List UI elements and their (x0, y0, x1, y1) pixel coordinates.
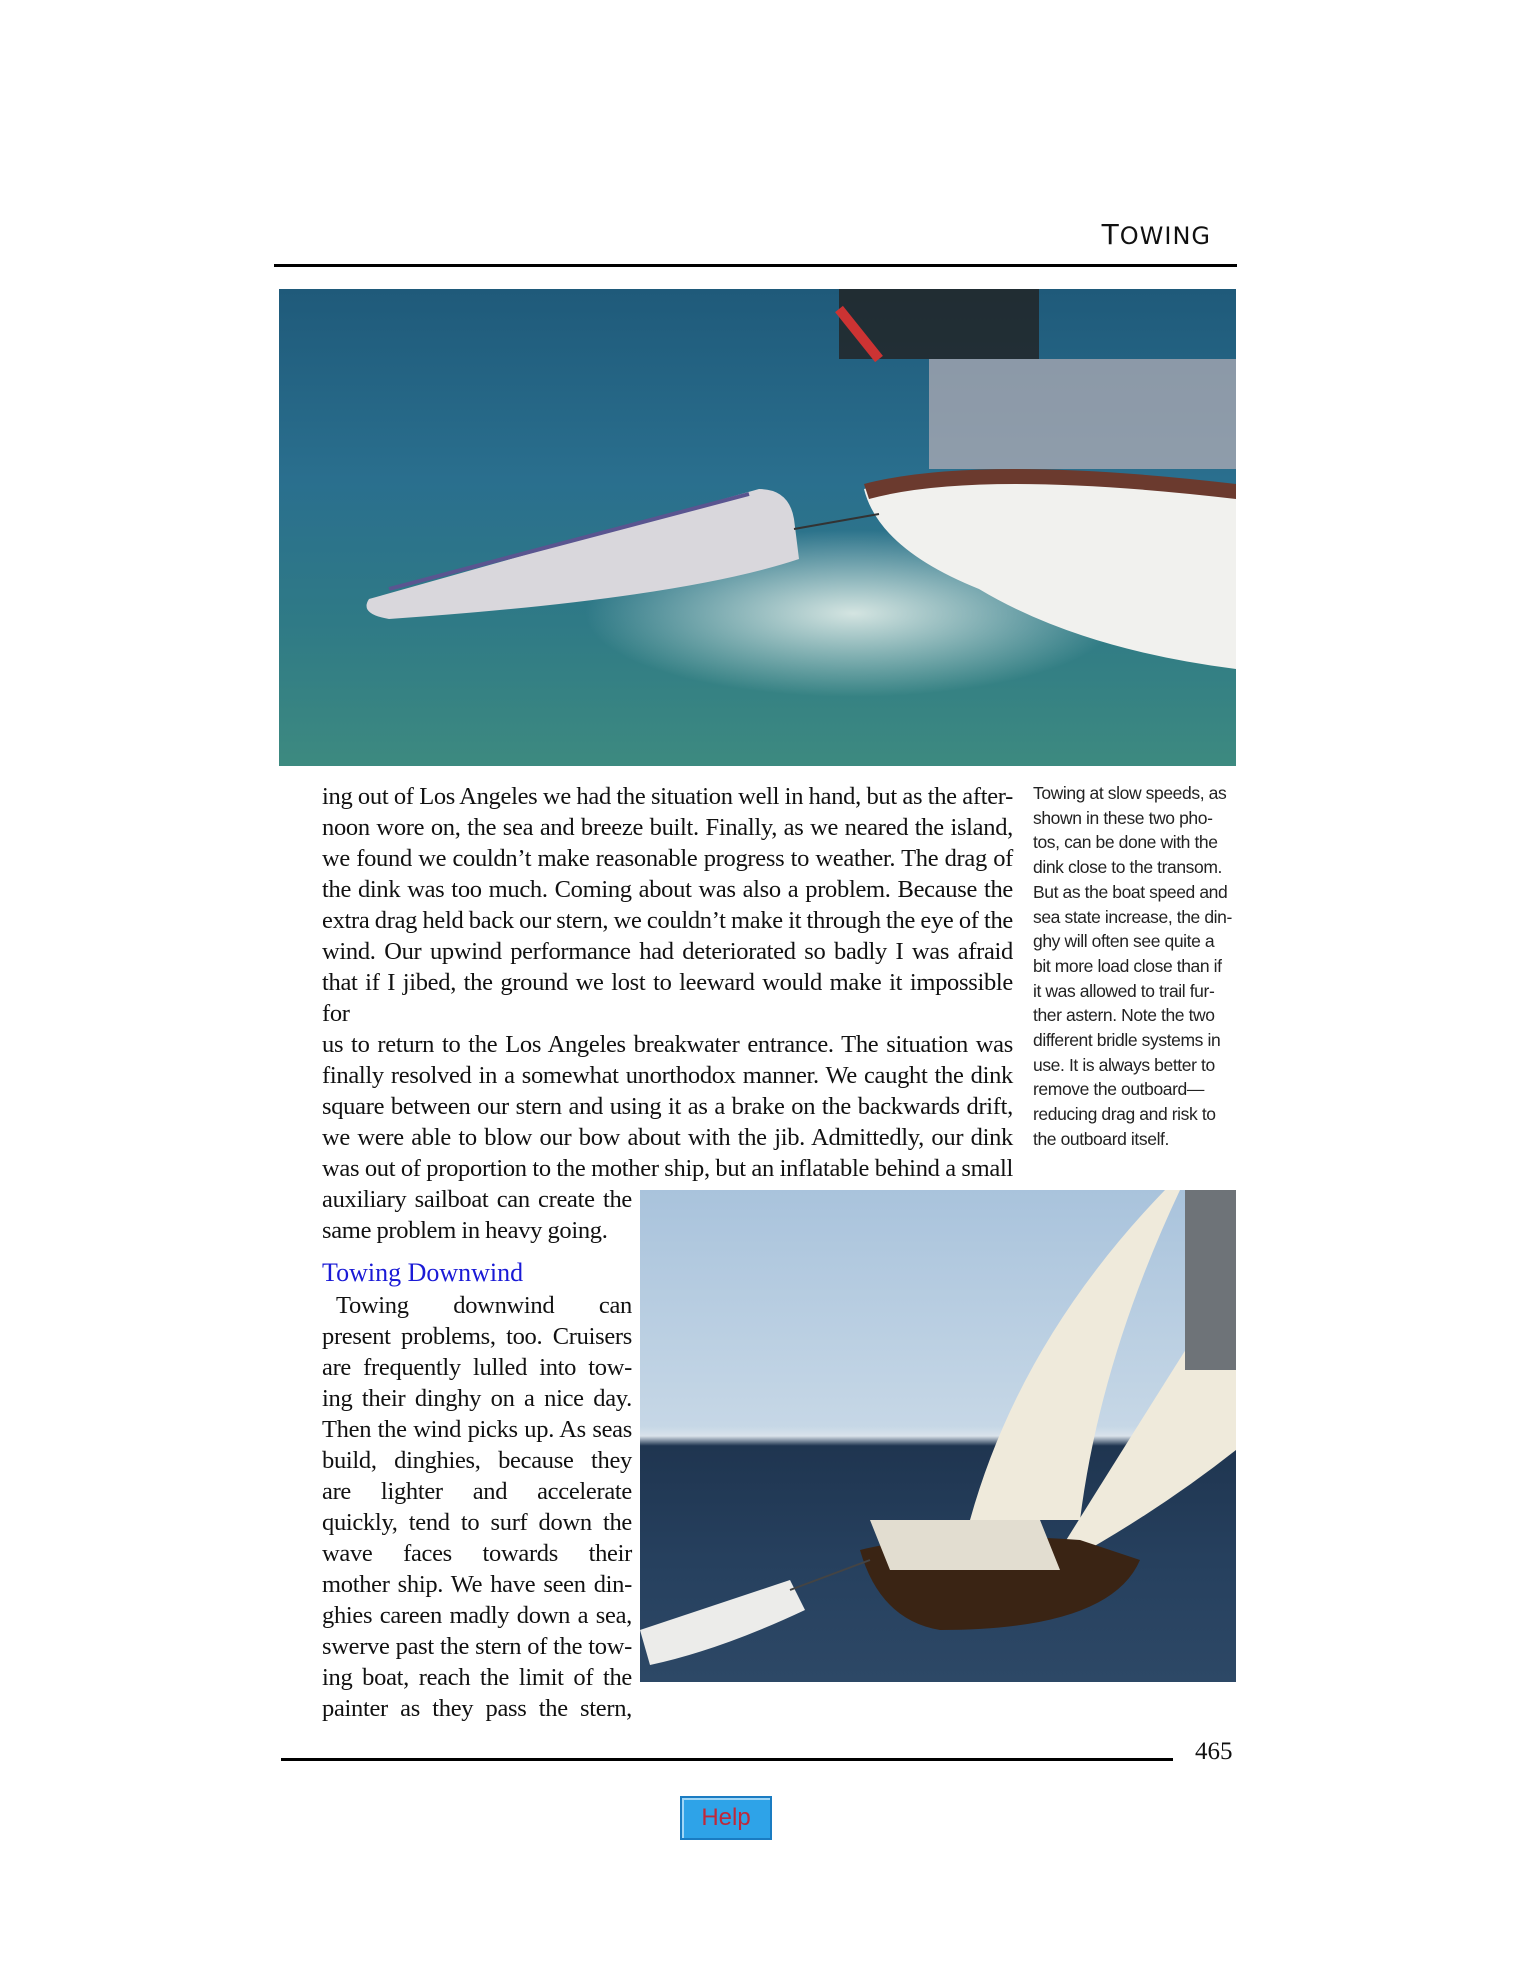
text-line: that if I jibed, the ground we lost to leeward would make it impossible for (322, 969, 1013, 1027)
text-line: are frequently lulled into tow- (322, 1354, 632, 1381)
text-line: us to return to the Los Angeles breakwater entrance. The situation was (322, 1031, 1013, 1058)
text-line: ing out of Los Angeles we had the situation well in hand, but as the after- (322, 783, 1013, 810)
running-header (1000, 218, 1211, 251)
text-line: sea state increase, the din- (1033, 906, 1232, 927)
text-line: are lighter and accelerate (322, 1478, 632, 1505)
text-line: ing boat, reach the limit of the (322, 1664, 632, 1691)
text-line: noon wore on, the sea and breeze built. Finally, as we neared the island, (322, 814, 1013, 841)
text-line: ghy will often see quite a (1033, 931, 1215, 952)
text-line: we found we couldn’t make reasonable progress to weather. The drag of (322, 845, 1013, 872)
text-line: was out of proportion to the mother ship, but an inflatable behind a small (322, 1155, 1013, 1182)
photo1-illustration (279, 289, 1236, 766)
top-row (322, 781, 1257, 1184)
text-line: we were able to blow our bow about with the jib. Admittedly, our dink (322, 1124, 1013, 1151)
text-line: bit more load close than if (1033, 955, 1222, 976)
header-initial: T (1101, 218, 1120, 251)
text-line: the outboard itself. (1033, 1128, 1169, 1149)
bottom-row (322, 1184, 1257, 1724)
page-number: 465 (1195, 1738, 1233, 1765)
photo-dinghy-towed-close (279, 289, 1236, 766)
text-line: wave faces towards their (322, 1540, 632, 1567)
text-line: Towing at slow speeds, as (1033, 783, 1227, 803)
text-line: square between our stern and using it as a brake on the backwards drift, (322, 1093, 1013, 1120)
text-line: tos, can be done with the (1033, 832, 1218, 853)
text-line: ther astern. Note the two (1033, 1005, 1215, 1026)
text-line: different bridle systems in (1033, 1030, 1221, 1051)
narrow-column (322, 1184, 632, 1724)
photo2-illustration (640, 1190, 1236, 1682)
text-line: ing their dinghy on a nice day. (322, 1385, 632, 1412)
text-line: mother ship. We have seen din- (322, 1571, 632, 1598)
text-line: finally resolved in a somewhat unorthodox manner. We caught the dink (322, 1062, 1013, 1089)
text-line: ghies careen madly down a sea, (322, 1602, 632, 1629)
text-line: auxiliary sailboat can create the (322, 1186, 632, 1213)
text-line: build, dinghies, because they (322, 1447, 632, 1474)
text-line: wind. Our upwind performance had deteriorated so badly I was afraid (322, 938, 1013, 965)
header-rest: OWING (1119, 222, 1211, 250)
text-line: painter as they pass the stern, (322, 1695, 632, 1722)
text-line: reducing drag and risk to (1033, 1104, 1216, 1125)
photo-sailboat-towing-dinghy (640, 1190, 1236, 1682)
text-line: dink close to the transom. (1033, 857, 1223, 878)
narrow-text-1 (322, 1184, 632, 1246)
text-line: Towing downwind can (336, 1292, 632, 1319)
help-button[interactable]: Help (680, 1796, 772, 1840)
main-text-column (322, 781, 1013, 1184)
page-footer (281, 1738, 1237, 1766)
text-line: shown in these two pho- (1033, 807, 1213, 828)
text-line: remove the outboard— (1033, 1079, 1204, 1100)
text-line: swerve past the stern of the tow- (322, 1633, 632, 1660)
text-line: Then the wind picks up. As seas (322, 1416, 632, 1443)
text-line: use. It is always better to (1033, 1054, 1215, 1075)
photo-caption (1033, 781, 1255, 1152)
text-line: But as the boat speed and (1033, 881, 1228, 902)
footer-rule (281, 1758, 1173, 1761)
section-heading: Towing Downwind (322, 1258, 524, 1287)
text-line: quickly, tend to surf down the (322, 1509, 632, 1536)
header-rule (274, 264, 1237, 267)
narrow-text-2 (322, 1290, 632, 1724)
help-wrapper (680, 1796, 1257, 1840)
text-line: it was allowed to trail fur- (1033, 980, 1215, 1001)
text-line: present problems, too. Cruisers (322, 1323, 632, 1350)
page-body (322, 781, 1257, 1840)
text-line: same problem in heavy going. (322, 1217, 608, 1244)
text-line: the dink was too much. Coming about was also a problem. Because the (322, 876, 1013, 903)
text-line: extra drag held back our stern, we couldn’t make it through the eye of the (322, 907, 1013, 934)
